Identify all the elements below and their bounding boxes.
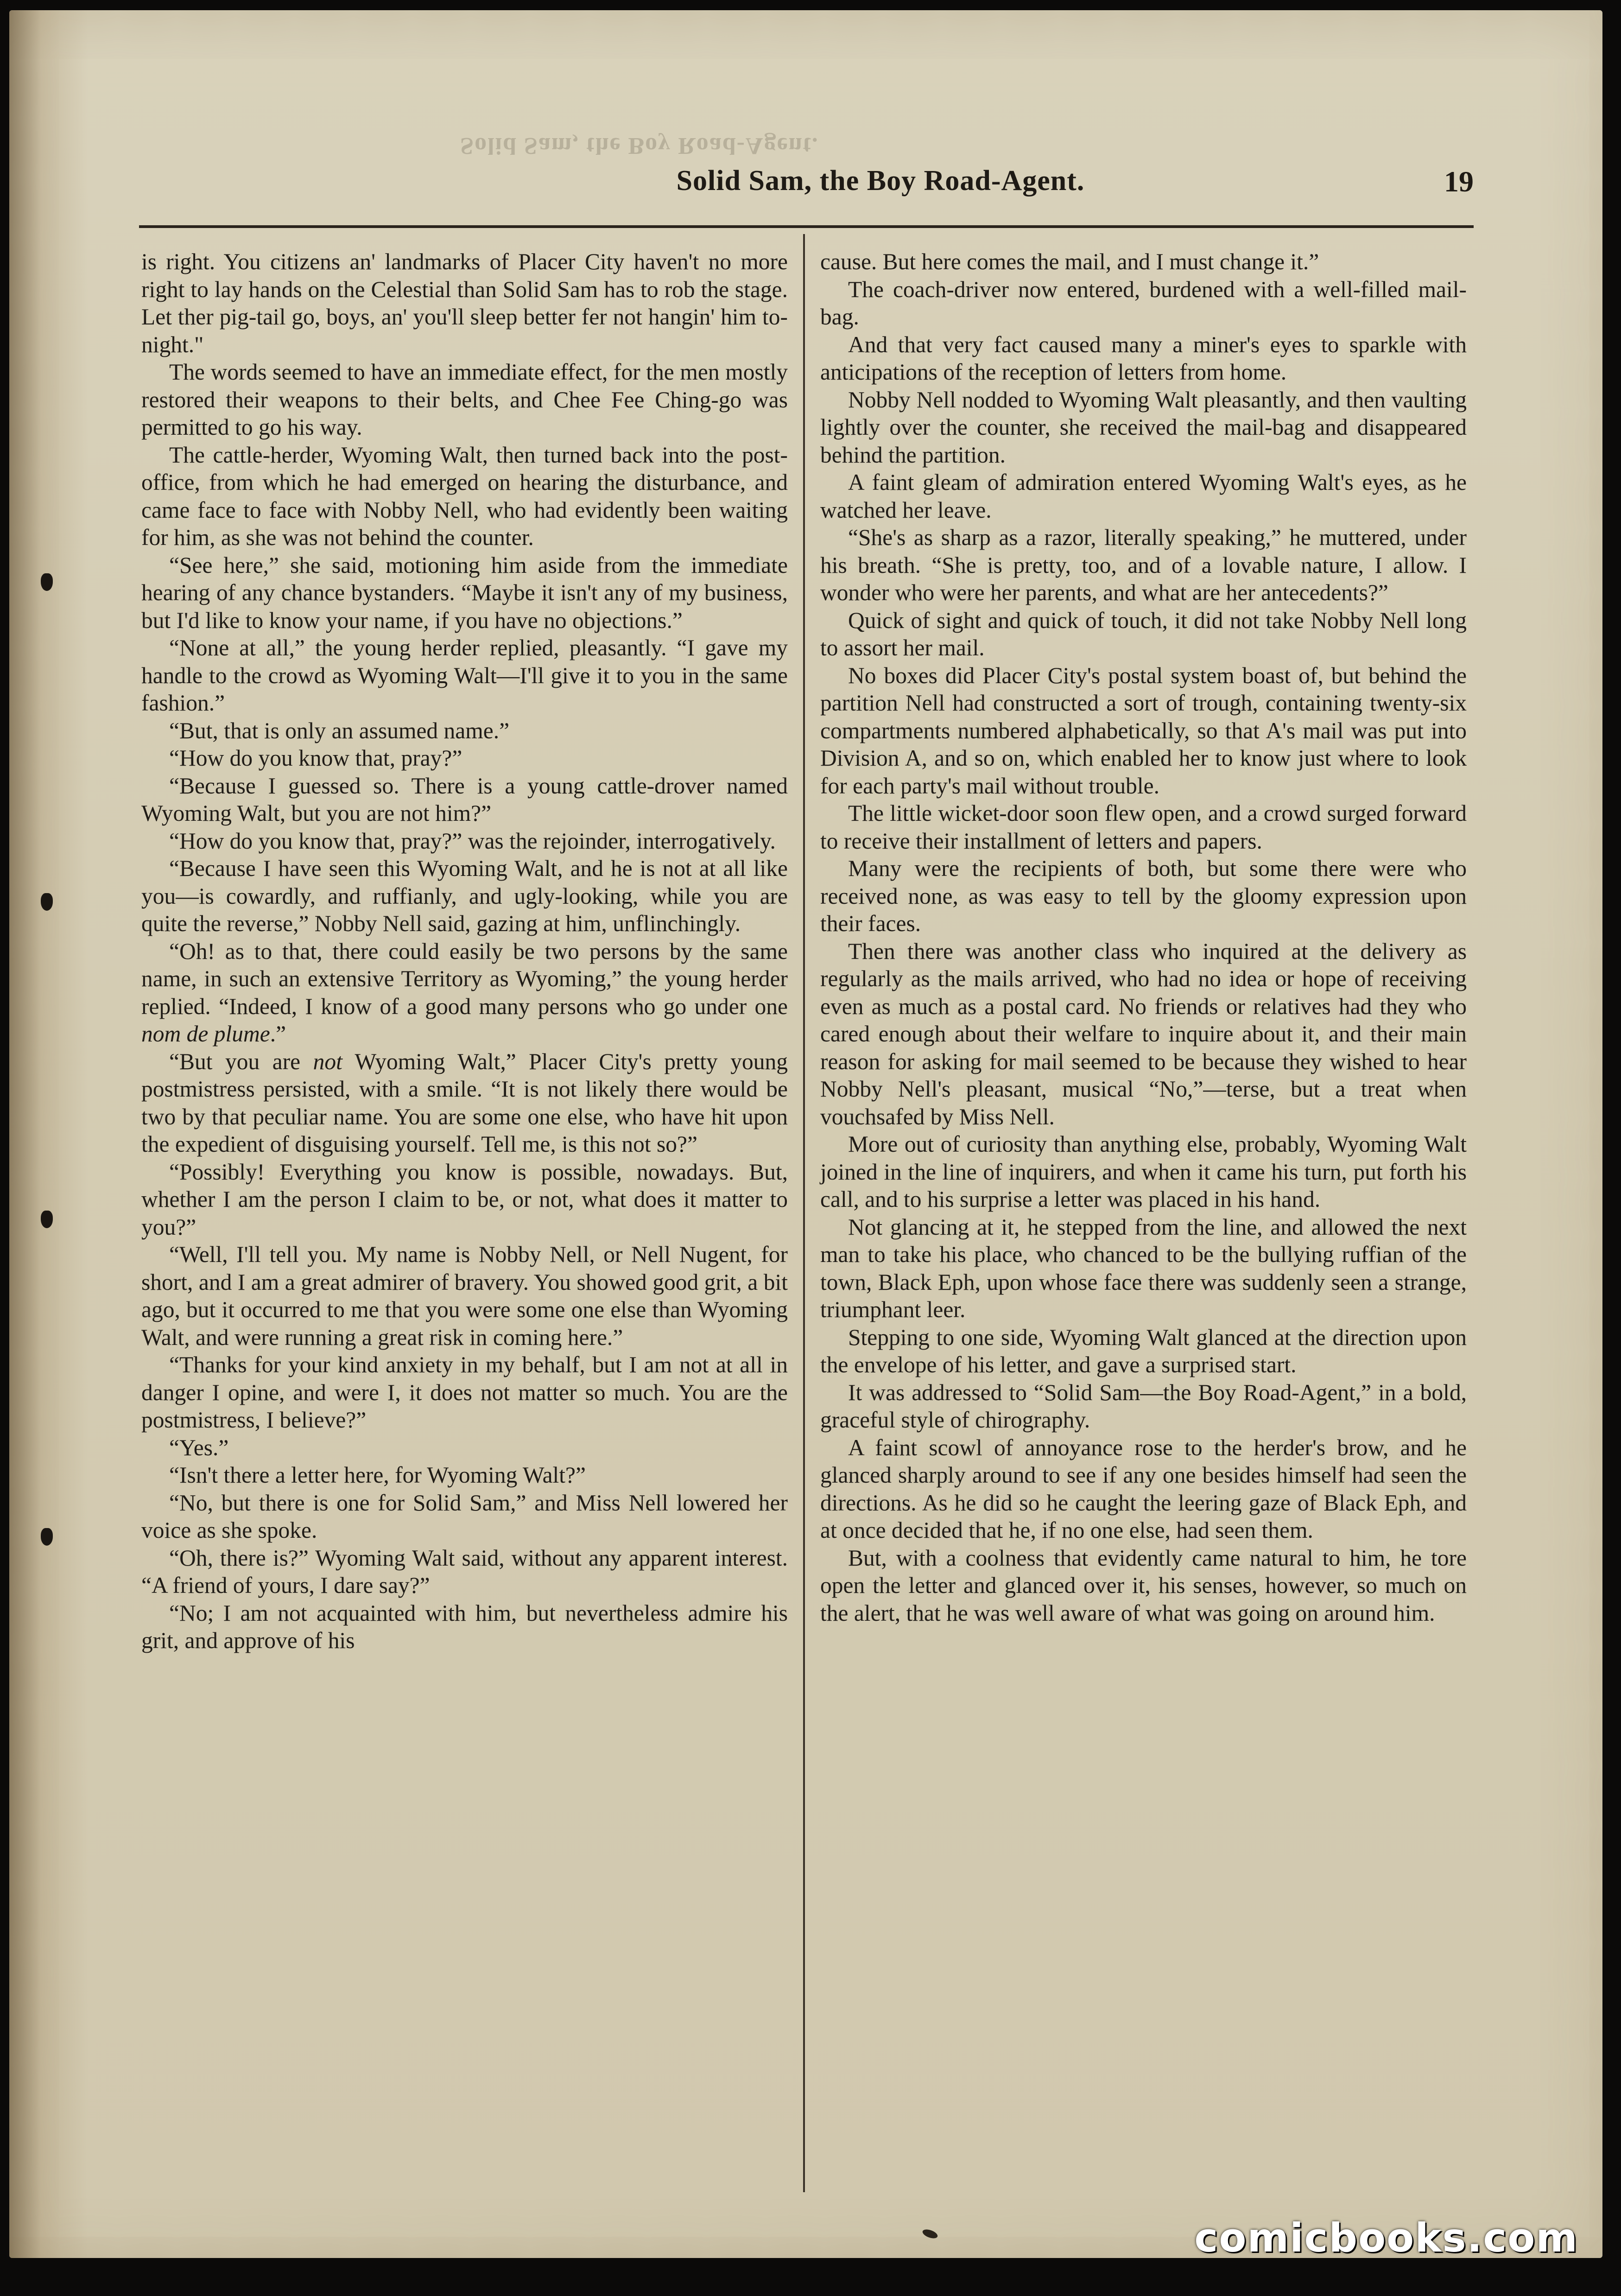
binding-mark bbox=[41, 1528, 53, 1546]
paragraph: “How do you know that, pray?” bbox=[169, 745, 462, 771]
paragraph: No boxes did Placer City's postal system boast of, but behind the partition Nell had constructed a sort of trough, containing twenty-six compartments numbered alphabetically, so that A's mail was put into Division A, and so on, which enabled her to know just where to look for each party's mail without trouble. bbox=[820, 662, 1467, 799]
paragraph: Then there was another class who inquired at the delivery as regularly as the mails arrived, who had no idea or hope of receiving even as much as a postal card. No friends or relatives had they who cared enough about their welfare to inquire about it, and their main reason for asking for mail seemed to be because they wished to hear Nobby Nell's pleasant, musical “No,”—terse, but a treat when vouchsafed by Miss Nell. bbox=[820, 938, 1467, 1129]
paragraph: “Oh! as to that, there could easily be two persons by the same name, in such an extensive Territory as Wyoming,” the young herder replied. “Indeed, I know of a good many persons who go under one nom de plume.” bbox=[141, 938, 788, 1047]
paragraph: Stepping to one side, Wyoming Walt glanced at the direction upon the envelope of his letter, and gave a surprised start. bbox=[820, 1324, 1467, 1377]
paragraph: The coach-driver now entered, burdened with a well-filled mail-bag. bbox=[820, 276, 1467, 330]
paragraph: “No, but there is one for Solid Sam,” and Miss Nell lowered her voice as she spoke. bbox=[141, 1490, 788, 1543]
paragraph: “But, that is only an assumed name.” bbox=[169, 717, 510, 743]
watermark: comicbooks.com bbox=[1194, 2215, 1578, 2261]
paragraph: “See here,” she said, motioning him aside from the immediate hearing of any chance bystanders. “Maybe it isn't any of my business, but I'd like to know your name, if you have no objections.” bbox=[141, 552, 788, 633]
paragraph: “But you are not Wyoming Walt,” Placer City's pretty young postmistress persisted, with a smile. “It is not likely there would be two by that peculiar name. You are some one else, who have hit upon the expedient of disguising yourself. Tell me, is this not so?” bbox=[141, 1048, 788, 1157]
paragraph: is right. You citizens an' landmarks of Placer City haven't no more right to lay hands on the Celestial than Solid Sam has to rob the stage. Let ther pig-tail go, boys, an' you'll sleep better fer not hangin' him to-night." bbox=[141, 249, 788, 357]
running-head: Solid Sam, the Boy Road-Agent. bbox=[676, 165, 1085, 197]
header-rule bbox=[139, 225, 1474, 228]
page-number: 19 bbox=[1444, 165, 1474, 198]
paragraph: The words seemed to have an immediate effect, for the men mostly restored their weapons to their belts, and Chee Fee Ching-go was permitted to go his way. bbox=[141, 359, 788, 440]
paragraph: Not glancing at it, he stepped from the line, and allowed the next man to take his place, who chanced to be the bullying ruffian of the town, Black Eph, upon whose face there was suddenly seen a strange, triumphant leer. bbox=[820, 1214, 1467, 1322]
binding-mark bbox=[41, 1211, 53, 1228]
paragraph: “Because I have seen this Wyoming Walt, and he is not at all like you—is cowardly, and ruffianly, and ugly-looking, while you are quite the reverse,” Nobby Nell said, gazing at him, unflinchingly. bbox=[141, 856, 788, 936]
paragraph: The little wicket-door soon flew open, and a crowd surged forward to receive their installment of letters and papers. bbox=[820, 800, 1467, 854]
column-divider bbox=[803, 234, 805, 2192]
paragraph: “Because I guessed so. There is a young cattle-drover named Wyoming Walt, but you are not him?” bbox=[141, 773, 788, 826]
binding-mark bbox=[41, 893, 53, 911]
paragraph: cause. But here comes the mail, and I must change it.” bbox=[820, 249, 1319, 274]
binding-mark bbox=[41, 573, 53, 591]
paragraph: “She's as sharp as a razor, literally speaking,” he muttered, under his breath. “She is pretty, too, and of a lovable nature, I allow. I wonder who were her parents, and what are her antecedents?” bbox=[820, 525, 1467, 605]
paragraph: “Well, I'll tell you. My name is Nobby Nell, or Nell Nugent, for short, and I am a great admirer of bravery. You showed good grit, a bit ago, but it occurred to me that you were some one else than Wyoming Walt, and were running a great risk in coming here.” bbox=[141, 1242, 788, 1350]
paragraph: Nobby Nell nodded to Wyoming Walt pleasantly, and then vaulting lightly over the counter, she received the mail-bag and disappeared behind the partition. bbox=[820, 387, 1467, 468]
paragraph: But, with a coolness that evidently came natural to him, he tore open the letter and glanced over it, his senses, however, so much on the alert, that he was well aware of what was going on around him. bbox=[820, 1545, 1467, 1626]
paragraph: And that very fact caused many a miner's eyes to sparkle with anticipations of the reception of letters from home. bbox=[820, 331, 1467, 385]
paragraph: More out of curiosity than anything else, probably, Wyoming Walt joined in the line of inquirers, and when it came his turn, put forth his call, and to his surprise a letter was placed in his hand. bbox=[820, 1131, 1467, 1212]
paragraph: “Yes.” bbox=[169, 1434, 229, 1460]
paragraph: “No; I am not acquainted with him, but nevertheless admire his grit, and approve of his bbox=[141, 1600, 788, 1653]
paragraph: A faint scowl of annoyance rose to the herder's brow, and he glanced sharply around to see if any one besides himself had seen the directions. As he did so he caught the leering gaze of Black Eph, and at once decided that he, if no one else, had seen them. bbox=[820, 1434, 1467, 1543]
paragraph: The cattle-herder, Wyoming Walt, then turned back into the post-office, from which he had emerged on hearing the disturbance, and came face to face with Nobby Nell, who had evidently been waiting for him, as she was not behind the counter. bbox=[141, 442, 788, 550]
page-header bbox=[139, 165, 1474, 216]
paragraph: Many were the recipients of both, but some there were who received none, as was easy to tell by the gloomy expression upon their faces. bbox=[820, 856, 1467, 936]
paragraph: “How do you know that, pray?” was the rejoinder, interrogatively. bbox=[169, 828, 776, 854]
paragraph: It was addressed to “Solid Sam—the Boy Road-Agent,” in a bold, graceful style of chirography. bbox=[820, 1379, 1467, 1433]
show-through-text: Solid Sam, the Boy Road-Agent. bbox=[460, 133, 819, 159]
paragraph: “Isn't there a letter here, for Wyoming Walt?” bbox=[169, 1462, 586, 1488]
paragraph: “Thanks for your kind anxiety in my behalf, but I am not at all in danger I opine, and were I, it does not matter so much. You are the postmistress, I believe?” bbox=[141, 1352, 788, 1433]
paragraph: “Oh, there is?” Wyoming Walt said, without any apparent interest. “A friend of yours, I dare say?” bbox=[141, 1545, 788, 1598]
right-column bbox=[820, 248, 1467, 1627]
paragraph: Quick of sight and quick of touch, it did not take Nobby Nell long to assort her mail. bbox=[820, 607, 1467, 660]
paragraph: “Possibly! Everything you know is possible, nowadays. But, whether I am the person I claim to be, or not, what does it matter to you?” bbox=[141, 1159, 788, 1240]
paragraph: A faint gleam of admiration entered Wyoming Walt's eyes, as he watched her leave. bbox=[820, 469, 1467, 523]
page-spine-shadow bbox=[9, 10, 88, 2258]
paragraph: “None at all,” the young herder replied, pleasantly. “I gave my handle to the crowd as Wyoming Walt—I'll give it to you in the same fashion.” bbox=[141, 635, 788, 716]
left-column bbox=[141, 248, 788, 1655]
